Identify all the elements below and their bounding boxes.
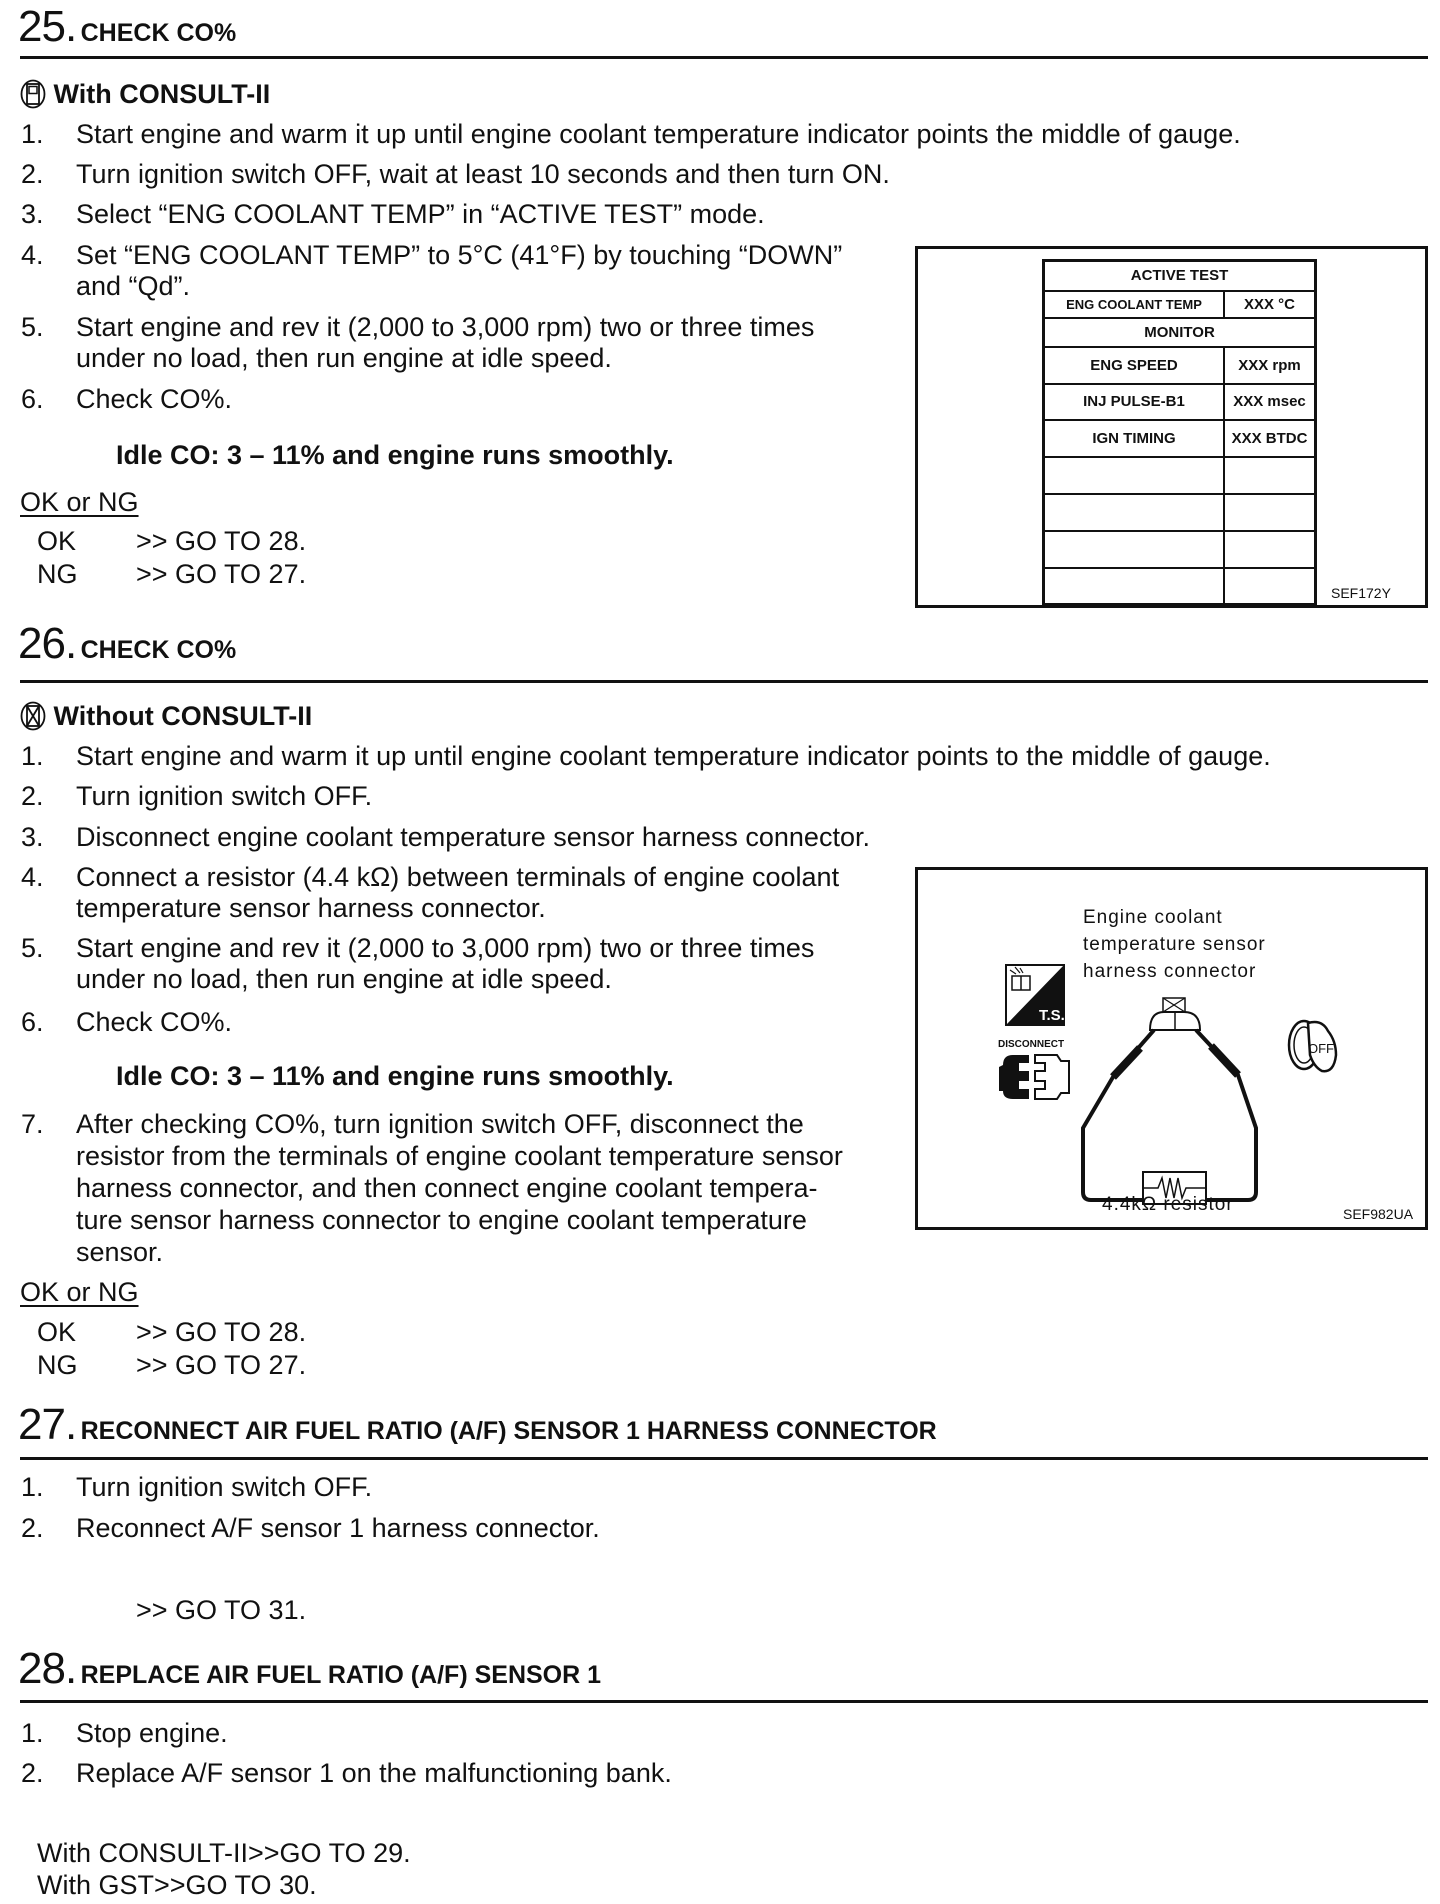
result-ng-status: NG	[37, 1350, 78, 1380]
step-text: Disconnect engine coolant temperature sensor harness connector.	[76, 822, 870, 852]
table-cell	[1044, 531, 1225, 568]
step-number: 6.	[21, 384, 44, 414]
result-ng-action: >> GO TO 27.	[136, 1350, 307, 1380]
figure-resistor-connection	[915, 867, 1428, 1230]
step-number: 2.	[21, 781, 44, 811]
result-ng-action: >> GO TO 27.	[136, 559, 307, 589]
label-line: temperature sensor	[1083, 934, 1266, 955]
step-text: Check CO%.	[76, 384, 233, 414]
figure-id: SEF982UA	[1343, 1206, 1414, 1222]
branch-gst[interactable]: With GST>>GO TO 30.	[37, 1870, 317, 1900]
goto-link[interactable]: >> GO TO 31.	[136, 1595, 307, 1625]
step-number: 3.	[21, 822, 44, 852]
step-text: Replace A/F sensor 1 on the malfunctioning bank.	[76, 1758, 672, 1788]
mode-heading	[20, 78, 270, 110]
table-header: MONITOR	[1044, 318, 1316, 347]
step-text: under no load, then run engine at idle speed.	[76, 964, 612, 994]
branch-consult[interactable]: With CONSULT-II>>GO TO 29.	[37, 1838, 411, 1868]
step-text: and “Qd”.	[76, 271, 191, 301]
step-text: sensor.	[76, 1237, 164, 1267]
result-label: OK or NG	[20, 487, 139, 517]
step-text: resistor from the terminals of engine coolant temperature sensor	[76, 1141, 843, 1171]
table-cell: XXX °C	[1224, 291, 1316, 318]
ignition-key-off-icon	[1286, 1015, 1346, 1077]
mode-heading	[20, 700, 312, 732]
section-divider	[20, 1457, 1428, 1460]
step-text: Start engine and rev it (2,000 to 3,000 rpm) two or three times	[76, 312, 815, 342]
section-heading	[18, 2, 236, 52]
step-text: harness connector, and then connect engine coolant tempera-	[76, 1173, 818, 1203]
section-number: 28.	[18, 1644, 77, 1693]
label-line: harness connector	[1083, 961, 1257, 982]
step-text: Reconnect A/F sensor 1 harness connector.	[76, 1513, 600, 1543]
step-text: Stop engine.	[76, 1718, 228, 1748]
step-number: 5.	[21, 312, 44, 342]
section-number: 26.	[18, 619, 77, 668]
table-cell	[1224, 457, 1316, 494]
figure-id: SEF172Y	[1331, 585, 1391, 601]
consult-icon	[20, 79, 46, 109]
result-label: OK or NG	[20, 1277, 139, 1307]
step-number: 1.	[21, 1472, 44, 1502]
table-row	[1044, 457, 1316, 494]
step-text: Turn ignition switch OFF.	[76, 1472, 373, 1502]
table-cell	[1224, 494, 1316, 531]
step-text-block	[76, 1108, 898, 1268]
table-header: ACTIVE TEST	[1044, 261, 1316, 291]
section-heading	[18, 1644, 601, 1694]
table-cell: XXX BTDC	[1224, 420, 1316, 457]
step-number: 1.	[21, 119, 44, 149]
result-ng-status: NG	[37, 559, 78, 589]
table-row	[1044, 420, 1316, 457]
table-cell: ENG SPEED	[1044, 347, 1225, 384]
table-cell: XXX msec	[1224, 384, 1316, 420]
section-title: REPLACE AIR FUEL RATIO (A/F) SENSOR 1	[80, 1661, 602, 1689]
step-number: 2.	[21, 159, 44, 189]
step-number: 2.	[21, 1758, 44, 1788]
section-heading	[18, 1400, 937, 1450]
ts-badge-text: T.S.	[1039, 1007, 1065, 1024]
step-number: 2.	[21, 1513, 44, 1543]
section-number: 27.	[18, 1400, 77, 1449]
table-cell	[1044, 568, 1225, 605]
step-number: 7.	[21, 1109, 44, 1139]
step-text: Connect a resistor (4.4 kΩ) between terminals of engine coolant	[76, 862, 840, 892]
table-row	[1044, 494, 1316, 531]
result-ok-action: >> GO TO 28.	[136, 526, 307, 556]
table-row	[1044, 531, 1316, 568]
step-number: 1.	[21, 741, 44, 771]
table-cell: ENG COOLANT TEMP	[1044, 291, 1225, 318]
step-text: temperature sensor harness connector.	[76, 893, 546, 923]
step-number: 4.	[21, 240, 44, 270]
step-number: 6.	[21, 1007, 44, 1037]
step-text: under no load, then run engine at idle speed.	[76, 343, 612, 373]
step-text: Turn ignition switch OFF, wait at least 10 seconds and then turn ON.	[76, 159, 890, 189]
step-text: Check CO%.	[76, 1007, 233, 1037]
key-off-text: OFF	[1308, 1041, 1334, 1056]
step-number: 5.	[21, 933, 44, 963]
step-text: Start engine and rev it (2,000 to 3,000 rpm) two or three times	[76, 933, 815, 963]
table-cell	[1044, 457, 1225, 494]
section-number: 25.	[18, 2, 77, 51]
section-divider	[20, 680, 1428, 683]
result-ok-status: OK	[37, 526, 77, 556]
step-text: Start engine and warm it up until engine coolant temperature indicator points to the middle of gauge.	[76, 741, 1271, 771]
section-heading	[18, 619, 236, 669]
step-text: Set “ENG COOLANT TEMP” to 5°C (41°F) by touching “DOWN”	[76, 240, 843, 270]
section-title: RECONNECT AIR FUEL RATIO (A/F) SENSOR 1 HARNESS CONNECTOR	[80, 1417, 937, 1445]
figure-active-test	[915, 246, 1428, 608]
step-number: 4.	[21, 862, 44, 892]
table-row	[1044, 568, 1316, 605]
wiring-diagram	[918, 870, 1425, 1227]
disconnect-label: DISCONNECT	[998, 1039, 1065, 1050]
spec-text: Idle CO: 3 – 11% and engine runs smoothly.	[116, 440, 674, 470]
spec-text: Idle CO: 3 – 11% and engine runs smoothly.	[116, 1061, 674, 1091]
table-cell	[1044, 494, 1225, 531]
table-cell: XXX rpm	[1224, 347, 1316, 384]
active-test-table	[1042, 259, 1317, 606]
section-title: CHECK CO%	[80, 19, 237, 47]
section-title: CHECK CO%	[80, 636, 237, 664]
no-consult-icon	[20, 701, 46, 731]
step-number: 1.	[21, 1718, 44, 1748]
result-ok-status: OK	[37, 1317, 77, 1347]
result-ok-action: >> GO TO 28.	[136, 1317, 307, 1347]
step-text: Select “ENG COOLANT TEMP” in “ACTIVE TEST” mode.	[76, 199, 765, 229]
table-row	[1044, 384, 1316, 420]
step-number: 3.	[21, 199, 44, 229]
step-text: Turn ignition switch OFF.	[76, 781, 373, 811]
step-text: Start engine and warm it up until engine coolant temperature indicator points the middle of gauge.	[76, 119, 1241, 149]
table-cell	[1224, 531, 1316, 568]
step-text: After checking CO%, turn ignition switch OFF, disconnect the	[76, 1109, 804, 1139]
mode-label: Without CONSULT-II	[53, 701, 313, 731]
section-divider	[20, 56, 1428, 59]
step-text: ture sensor harness connector to engine coolant temperature	[76, 1205, 807, 1235]
mode-label: With CONSULT-II	[53, 79, 271, 109]
resistor-label: 4.4kΩ resistor	[1102, 1194, 1234, 1215]
table-cell: INJ PULSE-B1	[1044, 384, 1225, 420]
table-cell	[1224, 568, 1316, 605]
table-cell: IGN TIMING	[1044, 420, 1225, 457]
table-row	[1044, 347, 1316, 384]
label-line: Engine coolant	[1083, 907, 1223, 928]
section-divider	[20, 1700, 1428, 1703]
